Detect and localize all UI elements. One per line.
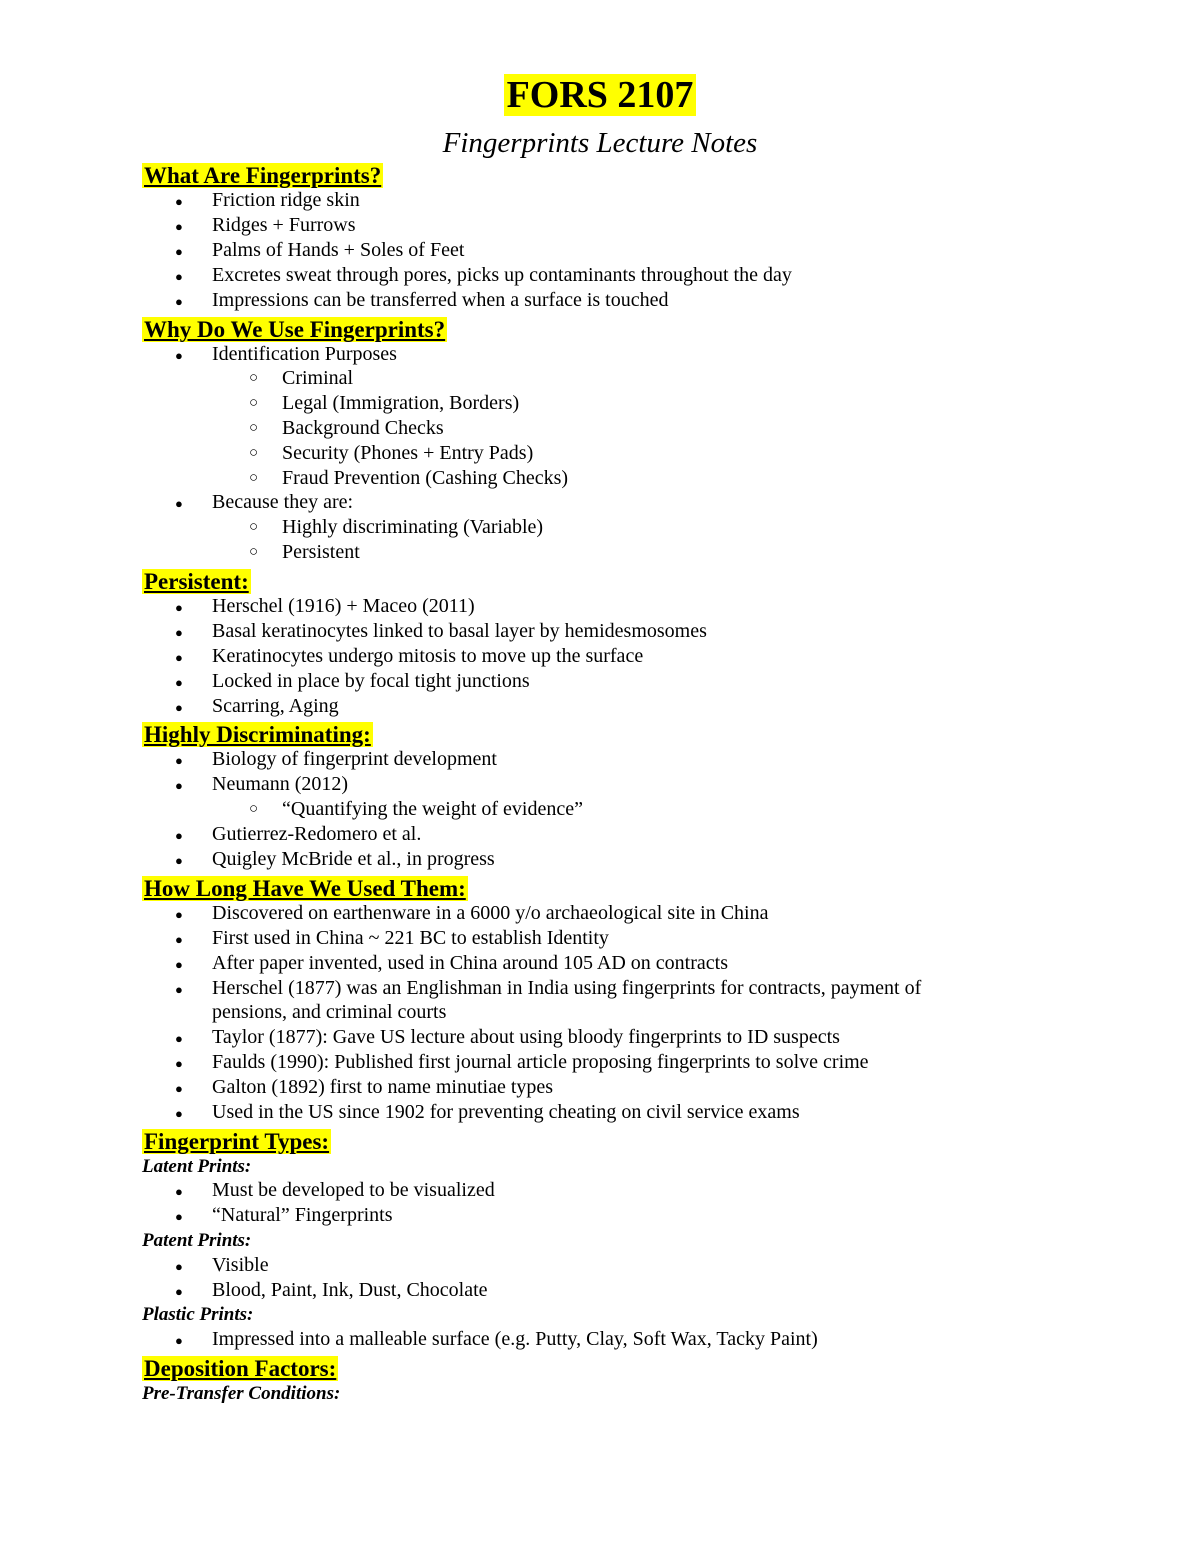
list-item-text: Fraud Prevention (Cashing Checks) [282,467,569,489]
document-subtitle: Fingerprints Lecture Notes [442,127,758,159]
filled-bullet-icon: ● [175,1209,183,1224]
list-item-text: Legal (Immigration, Borders) [282,392,520,414]
nested-list-item [249,441,534,466]
list-item [175,238,465,263]
section-heading-text: Highly Discriminating: [144,722,371,747]
filled-bullet-icon: ● [175,778,183,793]
section-heading-highly-discriminating [142,721,373,749]
hollow-bullet-icon: ○ [249,420,259,436]
filled-bullet-icon: ● [175,1056,183,1071]
list-item-text: Galton (1892) first to name minutiae types [212,1076,554,1098]
hollow-bullet-icon: ○ [249,470,259,486]
list-item [175,951,728,976]
list-item-text: Highly discriminating (Variable) [282,516,544,538]
list-item [175,1050,869,1075]
list-item-text: Used in the US since 1902 for preventing cheating on civil service exams [212,1101,800,1123]
section-heading-what-are-fingerprints [142,162,383,190]
list-item [175,747,497,772]
list-item-text: Must be developed to be visualized [212,1179,495,1201]
subheading-pre-transfer-conditions: Pre-Transfer Conditions: [142,1383,341,1404]
list-item-text: Impressions can be transferred when a surface is touched [212,289,669,311]
filled-bullet-icon: ● [175,625,183,640]
section-heading-text: Persistent: [144,569,249,594]
list-item [175,213,356,238]
list-item [175,188,360,213]
nested-list-item [249,466,569,491]
filled-bullet-icon: ● [175,853,183,868]
list-item-text: Keratinocytes undergo mitosis to move up the surface [212,645,644,667]
list-item-text: Palms of Hands + Soles of Feet [212,239,465,261]
list-item [175,1253,269,1278]
nested-list-item [249,366,354,391]
list-item [175,976,922,1001]
filled-bullet-icon: ● [175,1259,183,1274]
hollow-bullet-icon: ○ [249,370,259,386]
nested-list-item [249,391,520,416]
list-item [175,288,669,313]
filled-bullet-icon: ● [175,753,183,768]
section-heading-deposition-factors [142,1355,338,1383]
filled-bullet-icon: ● [175,244,183,259]
list-item-continuation: pensions, and criminal courts [212,1001,447,1023]
nested-list-item [249,515,544,540]
filled-bullet-icon: ● [175,1106,183,1121]
list-item-text: After paper invented, used in China around 105 AD on contracts [212,952,728,974]
list-item [175,1327,818,1352]
subheading-plastic-prints: Plastic Prints: [142,1304,254,1325]
section-heading-text: Fingerprint Types: [144,1129,330,1154]
list-item-text: Persistent [282,541,360,563]
filled-bullet-icon: ● [175,1081,183,1096]
list-item [175,1025,840,1050]
list-item [175,644,644,669]
filled-bullet-icon: ● [175,907,183,922]
hollow-bullet-icon: ○ [249,445,259,461]
list-item-text: Herschel (1916) + Maceo (2011) [212,595,475,617]
list-item-text: Biology of fingerprint development [212,748,497,770]
list-item [175,1278,488,1303]
list-item [175,594,475,619]
list-item-text: Gutierrez-Redomero et al. [212,823,422,845]
list-item [175,926,609,951]
list-item-text: Impressed into a malleable surface (e.g. Putty, Clay, Soft Wax, Tacky Paint) [212,1328,818,1350]
list-item-text: Neumann (2012) [212,773,349,795]
filled-bullet-icon: ● [175,194,183,209]
section-heading-text: Why Do We Use Fingerprints? [144,317,446,342]
list-item-text: Security (Phones + Entry Pads) [282,442,534,464]
filled-bullet-icon: ● [175,1031,183,1046]
filled-bullet-icon: ● [175,982,183,997]
list-item-text: First used in China ~ 221 BC to establish Identity [212,927,609,949]
list-item-text: Excretes sweat through pores, picks up contaminants throughout the day [212,264,792,286]
hollow-bullet-icon: ○ [249,544,259,560]
list-item-text: Ridges + Furrows [212,214,356,236]
subheading-latent-prints: Latent Prints: [142,1156,252,1177]
list-item-text: Background Checks [282,417,444,439]
nested-list-item [249,416,444,441]
list-item-text: Taylor (1877): Gave US lecture about using bloody fingerprints to ID suspects [212,1026,840,1048]
list-item-text: Criminal [282,367,354,389]
list-item [175,669,530,694]
section-heading-text: How Long Have We Used Them: [144,876,466,901]
document-title-text: FORS 2107 [504,74,697,116]
list-item-text: Locked in place by focal tight junctions [212,670,530,692]
filled-bullet-icon: ● [175,496,183,511]
filled-bullet-icon: ● [175,932,183,947]
filled-bullet-icon: ● [175,1333,183,1348]
filled-bullet-icon: ● [175,675,183,690]
list-item [175,1178,495,1203]
hollow-bullet-icon: ○ [249,395,259,411]
list-item-text: Discovered on earthenware in a 6000 y/o archaeological site in China [212,902,769,924]
list-item-text: Herschel (1877) was an Englishman in India using fingerprints for contracts, payment of [212,977,922,999]
filled-bullet-icon: ● [175,348,183,363]
section-heading-text: What Are Fingerprints? [144,163,382,188]
list-item-text: “Quantifying the weight of evidence” [282,798,583,820]
section-heading-persistent [142,568,251,596]
list-item [175,490,354,515]
section-heading-text: Deposition Factors: [144,1356,337,1381]
filled-bullet-icon: ● [175,294,183,309]
filled-bullet-icon: ● [175,219,183,234]
list-item-text: Scarring, Aging [212,695,339,717]
list-item-text: Identification Purposes [212,343,397,365]
list-item [175,901,769,926]
hollow-bullet-icon: ○ [249,801,259,817]
list-item-text: “Natural” Fingerprints [212,1204,393,1226]
list-item [175,1075,554,1100]
filled-bullet-icon: ● [175,957,183,972]
nested-list-item [249,540,360,565]
list-item [175,619,707,644]
list-item-text: Visible [212,1254,269,1276]
list-item [175,1100,800,1125]
list-item-text: Because they are: [212,491,354,513]
filled-bullet-icon: ● [175,269,183,284]
list-item-text: Faulds (1990): Published first journal article proposing fingerprints to solve crime [212,1051,869,1073]
list-item [175,342,397,367]
filled-bullet-icon: ● [175,1284,183,1299]
nested-list-item [249,797,583,822]
list-item-text: Blood, Paint, Ink, Dust, Chocolate [212,1279,488,1301]
filled-bullet-icon: ● [175,600,183,615]
list-item [175,1203,393,1228]
list-item [175,694,339,719]
list-item [175,263,792,288]
filled-bullet-icon: ● [175,700,183,715]
section-heading-why-do-we-use-fingerprints [142,316,447,344]
list-item [175,772,349,797]
list-item-text: Quigley McBride et al., in progress [212,848,495,870]
filled-bullet-icon: ● [175,1184,183,1199]
list-item [175,822,422,847]
subheading-patent-prints: Patent Prints: [142,1230,252,1251]
list-item-text: Basal keratinocytes linked to basal layer by hemidesmosomes [212,620,707,642]
section-heading-fingerprint-types [142,1128,331,1156]
filled-bullet-icon: ● [175,828,183,843]
list-item-text: Friction ridge skin [212,189,360,211]
section-heading-how-long-have-we-used-them [142,875,468,903]
filled-bullet-icon: ● [175,650,183,665]
list-item [175,847,495,872]
document-title [0,70,1200,120]
hollow-bullet-icon: ○ [249,519,259,535]
